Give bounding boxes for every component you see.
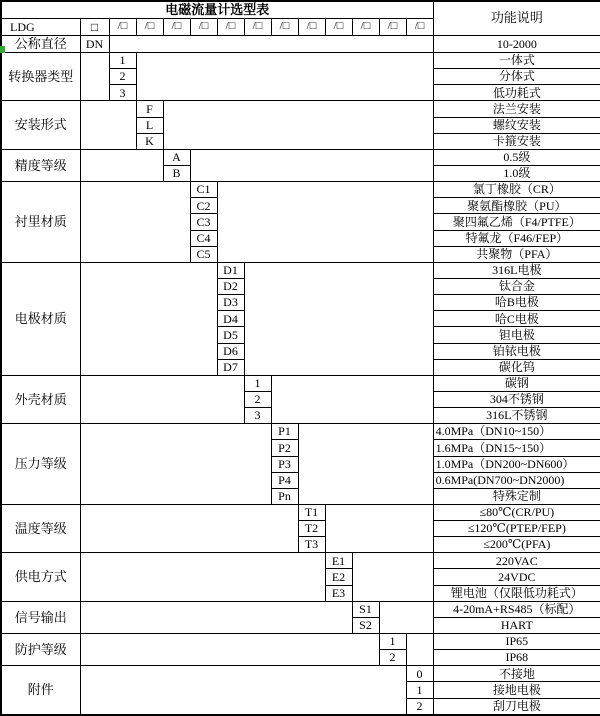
empty-cell [80, 149, 163, 181]
desc-cell: 钽电极 [433, 327, 600, 343]
desc-cell: 刮刀电极 [433, 698, 600, 715]
code-slot: /□ [190, 19, 217, 35]
desc-cell: HART [433, 617, 600, 633]
desc-cell: 0.6MPa(DN700~DN2000) [433, 472, 600, 488]
desc-cell: 聚氨酯橡胶（PU） [433, 198, 600, 214]
empty-cell [271, 375, 433, 423]
empty-cell [80, 182, 190, 263]
empty-cell [80, 601, 352, 633]
empty-cell [80, 424, 271, 505]
empty-cell [190, 149, 433, 181]
desc-cell: 聚四氟乙烯（F4/PTFE） [433, 214, 600, 230]
desc-cell: 1.6MPa（DN15~150） [433, 440, 600, 456]
page-title: 电磁流量计选型表 [1, 1, 433, 19]
desc-cell: 10-2000 [433, 35, 600, 52]
code-cell: C2 [190, 198, 217, 214]
desc-cell: IP65 [433, 634, 600, 650]
desc-cell: 氯丁橡胶（CR） [433, 182, 600, 198]
code-cell: P2 [271, 440, 298, 456]
desc-cell: 共聚物（PFA） [433, 246, 600, 262]
group-label-protection-rating: 防护等级 [1, 634, 80, 666]
group-label-temperature-rating: 温度等级 [1, 504, 80, 552]
desc-cell: 一体式 [433, 52, 600, 68]
table-row [1, 262, 600, 278]
code-cell: 0 [406, 666, 433, 682]
desc-cell: 分体式 [433, 69, 600, 85]
empty-cell [80, 262, 217, 375]
table-row [1, 634, 600, 650]
code-cell: D3 [217, 295, 244, 311]
function-column-header: 功能说明 [433, 1, 600, 35]
code-cell: L [136, 117, 163, 133]
table-row [1, 35, 600, 52]
group-label-nominal-diameter: 公称直径 [1, 35, 80, 52]
model-prefix: LDG [1, 19, 80, 35]
code-cell: T1 [298, 504, 325, 520]
desc-cell: 1.0级 [433, 165, 600, 181]
code-slot: /□ [352, 19, 379, 35]
group-label-power-supply: 供电方式 [1, 553, 80, 601]
code-cell: B [163, 165, 190, 181]
code-cell: D7 [217, 359, 244, 375]
code-cell: 2 [109, 69, 136, 85]
code-cell: D1 [217, 262, 244, 278]
group-label-lining-material: 衬里材质 [1, 182, 80, 263]
group-label-signal-output: 信号输出 [1, 601, 80, 633]
empty-cell [80, 101, 136, 149]
table-row [1, 666, 600, 682]
table-row [1, 149, 600, 165]
code-cell: D4 [217, 311, 244, 327]
desc-cell: 24VDC [433, 569, 600, 585]
desc-cell: 1.0MPa（DN200~DN600） [433, 456, 600, 472]
desc-cell: 特殊定制 [433, 488, 600, 504]
desc-cell: ≤200℃(PFA) [433, 537, 600, 553]
code-cell: C3 [190, 214, 217, 230]
code-cell: K [136, 133, 163, 149]
desc-cell: 螺纹安装 [433, 117, 600, 133]
desc-cell: 碳化钨 [433, 359, 600, 375]
desc-cell: 4.0MPa（DN10~150） [433, 424, 600, 440]
desc-cell: 锂电池（仅限低功耗式） [433, 585, 600, 601]
code-cell: T2 [298, 521, 325, 537]
desc-cell: 0.5级 [433, 149, 600, 165]
code-cell: DN [80, 35, 109, 52]
code-cell: 1 [109, 52, 136, 68]
desc-cell: IP68 [433, 650, 600, 666]
group-label-installation-type: 安装形式 [1, 101, 80, 149]
code-cell: E1 [325, 553, 352, 569]
desc-cell: 316L不锈钢 [433, 408, 600, 424]
code-cell: D2 [217, 278, 244, 294]
code-slot: /□ [379, 19, 406, 35]
code-cell: 1 [379, 634, 406, 650]
code-box: □ [80, 19, 109, 35]
group-label-accessories: 附件 [1, 666, 80, 715]
desc-cell: 法兰安装 [433, 101, 600, 117]
code-cell: P4 [271, 472, 298, 488]
title-row [1, 1, 600, 19]
code-cell: 1 [406, 682, 433, 698]
desc-cell: 304不锈钢 [433, 391, 600, 407]
code-cell: 1 [244, 375, 271, 391]
code-cell: E2 [325, 569, 352, 585]
group-label-pressure-rating: 压力等级 [1, 424, 80, 505]
empty-cell [80, 634, 379, 666]
code-cell: P3 [271, 456, 298, 472]
desc-cell: 铂铱电极 [433, 343, 600, 359]
desc-cell: 316L电极 [433, 262, 600, 278]
desc-cell: 碳钢 [433, 375, 600, 391]
empty-cell [379, 601, 433, 633]
code-cell: C4 [190, 230, 217, 246]
empty-cell [80, 504, 298, 552]
code-cell: T3 [298, 537, 325, 553]
table-row [1, 504, 600, 520]
empty-cell [298, 424, 433, 505]
code-slot: /□ [406, 19, 433, 35]
desc-cell: 接地电极 [433, 682, 600, 698]
desc-cell: 不接地 [433, 666, 600, 682]
empty-cell [80, 375, 244, 423]
empty-cell [406, 634, 433, 666]
group-label-electrode-material: 电极材质 [1, 262, 80, 375]
empty-cell [80, 666, 406, 715]
code-slot: /□ [163, 19, 190, 35]
code-slot: /□ [217, 19, 244, 35]
empty-cell [352, 553, 433, 601]
desc-cell: 哈C电极 [433, 311, 600, 327]
table-row [1, 601, 600, 617]
empty-cell [244, 262, 433, 375]
code-cell: F [136, 101, 163, 117]
code-cell: A [163, 149, 190, 165]
code-cell: S2 [352, 617, 379, 633]
code-cell: 2 [379, 650, 406, 666]
code-cell: C5 [190, 246, 217, 262]
desc-cell: 卡箍安装 [433, 133, 600, 149]
table-row [1, 553, 600, 569]
code-slot: /□ [325, 19, 352, 35]
group-label-housing-material: 外壳材质 [1, 375, 80, 423]
table-row [1, 182, 600, 198]
empty-cell [136, 52, 433, 100]
code-cell: 2 [244, 391, 271, 407]
desc-cell: 钛合金 [433, 278, 600, 294]
empty-cell [325, 504, 433, 552]
desc-cell: 低功耗式 [433, 85, 600, 101]
code-slot: /□ [109, 19, 136, 35]
code-cell: 2 [406, 698, 433, 715]
empty-cell [80, 52, 109, 100]
code-cell: D5 [217, 327, 244, 343]
group-label-accuracy-class: 精度等级 [1, 149, 80, 181]
desc-cell: ≤80℃(CR/PU) [433, 504, 600, 520]
code-slot: /□ [298, 19, 325, 35]
code-cell: E3 [325, 585, 352, 601]
green-marker-artifact [0, 46, 5, 53]
code-cell: P1 [271, 424, 298, 440]
code-cell: 3 [109, 85, 136, 101]
code-cell: C1 [190, 182, 217, 198]
empty-cell [80, 553, 325, 601]
desc-cell: 4-20mA+RS485（标配） [433, 601, 600, 617]
code-cell: 3 [244, 408, 271, 424]
code-cell: Pn [271, 488, 298, 504]
empty-cell [109, 35, 433, 52]
desc-cell: 特氟龙（F46/FEP） [433, 230, 600, 246]
empty-cell [163, 101, 433, 149]
empty-cell [217, 182, 433, 263]
code-cell: D6 [217, 343, 244, 359]
code-cell: S1 [352, 601, 379, 617]
desc-cell: 哈B电极 [433, 295, 600, 311]
table-row [1, 424, 600, 440]
table-row [1, 52, 600, 68]
desc-cell: 220VAC [433, 553, 600, 569]
table-row [1, 375, 600, 391]
code-slot: /□ [271, 19, 298, 35]
desc-cell: ≤120℃(PTEP/FEP) [433, 521, 600, 537]
code-slot: /□ [136, 19, 163, 35]
group-label-converter-type: 转换器类型 [1, 52, 80, 100]
table-row [1, 101, 600, 117]
code-slot: /□ [244, 19, 271, 35]
